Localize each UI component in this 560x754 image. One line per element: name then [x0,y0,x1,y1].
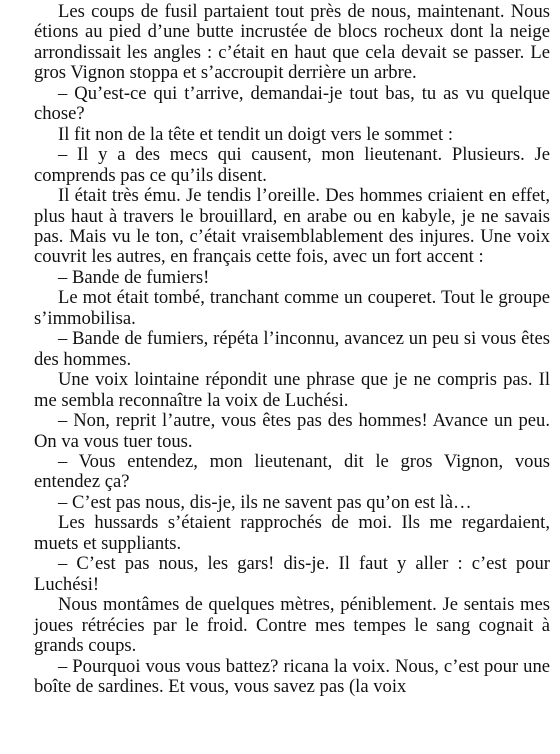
page-body-text [34,2,550,697]
paragraph: – Vous entendez, mon lieutenant, dit le gros Vignon, vous entendez ça? [34,450,550,493]
paragraph: – Bande de fumiers! [58,266,210,288]
paragraph: Il était très ému. Je tendis l’oreille. Des hommes criaient en effet, plus haut à travers le brouillard, en arabe ou en kabyle, je ne savais pas. Mais vu le ton, c’était vraisemblablement des injures. Une voix couvrit les autres, en français cette fois, avec un fort accent : [34,185,550,268]
paragraph: – Bande de fumiers, répéta l’inconnu, avancez un peu si vous êtes des hommes. [34,328,550,370]
paragraph: – Qu’est-ce qui t’arrive, demandai-je tout bas, tu as vu quelque chose? [34,82,550,125]
paragraph: – C’est pas nous, les gars! dis-je. Il faut y aller : c’est pour Luchési! [34,553,550,595]
paragraph: – Pourquoi vous vous battez? ricana la voix. Nous, c’est pour une boîte de sardines. Et vous, vous savez pas (la voix [34,655,550,697]
paragraph: Il fit non de la tête et tendit un doigt vers le sommet : [58,123,454,145]
paragraph: Une voix lointaine répondit une phrase que je ne compris pas. Il me sembla reconnaître la voix de Luchési. [34,369,550,411]
paragraph: Le mot était tombé, tranchant comme un couperet. Tout le groupe s’immobilisa. [34,287,550,329]
paragraph: Les coups de fusil partaient tout près de nous, maintenant. Nous étions au pied d’une butte incrustée de blocs rocheux dont la neige arrondissait les angles : c’était en haut que cela devait se passer. Le gros Vignon stoppa et s’accroupit derrière un arbre. [34,1,550,84]
paragraph: – Il y a des mecs qui causent, mon lieutenant. Plusieurs. Je comprends pas ce qu’ils disent. [34,144,550,186]
paragraph: Nous montâmes de quelques mètres, péniblement. Je sentais mes joues rétrécies par le froid. Contre mes tempes le sang cognait à grands coups. [34,594,550,657]
paragraph: Les hussards s’étaient rapprochés de moi. Ils me regardaient, muets et suppliants. [34,512,550,554]
paragraph: – C’est pas nous, dis-je, ils ne savent pas qu’on est là… [58,491,472,513]
paragraph: – Non, reprit l’autre, vous êtes pas des hommes! Avance un peu. On va vous tuer tous. [34,410,550,452]
